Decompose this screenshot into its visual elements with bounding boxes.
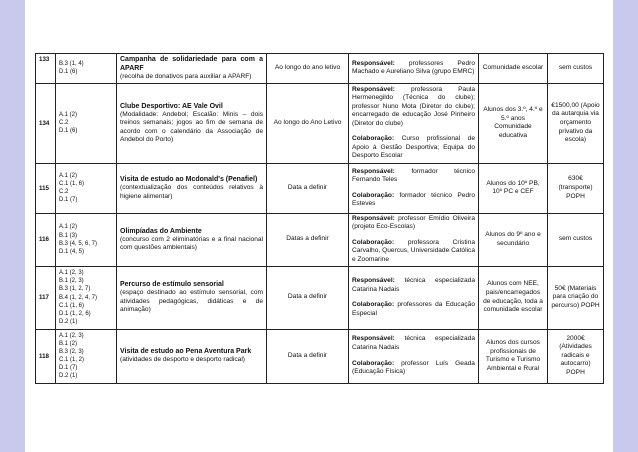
code: B.1 (2) bbox=[59, 340, 78, 347]
activity-cell bbox=[117, 329, 267, 383]
period-cell: Datas a definir bbox=[267, 213, 349, 266]
period-cell: Data a definir bbox=[267, 329, 349, 383]
cost-cell: 2000€ (Atividades radicais e autocarro) POPH bbox=[548, 329, 604, 383]
code: C.1 (1, 6) bbox=[59, 181, 85, 188]
objective-codes bbox=[56, 54, 117, 84]
code: A.1 (2) bbox=[59, 224, 78, 231]
collaboration-label: Colaboração: bbox=[352, 191, 395, 199]
responsible-label: Responsável: bbox=[352, 85, 395, 93]
target-cell: Alunos dos cursos profissionais de Turismo e Turismo Ambiental e Rural bbox=[479, 329, 548, 383]
responsible-text: professores Pedro Machado e Aureliano Silva (grupo EMRC) bbox=[352, 59, 475, 76]
table-row bbox=[36, 163, 604, 213]
responsible-label: Responsável: bbox=[352, 276, 395, 284]
target-cell: Alunos com NEE, pais/encarregados de educação, toda a comunidade escolar bbox=[479, 266, 548, 329]
code: D.1 (4, 5) bbox=[59, 248, 85, 255]
period-cell: Data a definir bbox=[267, 266, 349, 329]
table-row bbox=[36, 213, 604, 266]
responsible-text: professor Emídio Oliveira (projeto Eco-Escolas) bbox=[352, 214, 475, 231]
activity-description: (contextualização dos conteúdos relativos à higiene alimentar) bbox=[120, 184, 263, 200]
activity-number: 133 bbox=[36, 54, 56, 84]
activity-description: (Modalidade: Andebol; Escalão: Minis – dois treinos semanais; jogos ao fim de semana de acordo com o calendário da Associação de Andebol do Porto) bbox=[120, 110, 263, 144]
activity-cell bbox=[117, 266, 267, 329]
target-cell: Alunos do 10º PB, 10º PC e CEF bbox=[479, 163, 548, 213]
code: B.3 (2, 3) bbox=[59, 348, 84, 355]
cost-cell: €1500,00 (Apoio da autarquia via orçamento privativo da escola) bbox=[548, 83, 604, 163]
table-row bbox=[36, 329, 604, 383]
table-row bbox=[36, 83, 604, 163]
target-cell: Alunos dos 3.º, 4.º e 5.º anos Comunidade educativa bbox=[479, 83, 548, 163]
target-cell: Comunidade escolar bbox=[479, 54, 548, 84]
objective-codes bbox=[56, 163, 117, 213]
code: C.1 (1, 2) bbox=[59, 357, 85, 364]
collaboration-label: Colaboração: bbox=[352, 301, 395, 309]
collaboration-text: professor Luís Geada (Educação Física) bbox=[352, 359, 475, 376]
activity-number: 134 bbox=[36, 83, 56, 163]
responsible-text: técnica especializada Catarina Nadais bbox=[352, 276, 475, 293]
code: B.1 (3) bbox=[59, 232, 78, 239]
activity-title: Campanha de solidariedade para com a APARF bbox=[120, 56, 263, 73]
cost-cell: 50€ (Materiais para criação do percurso) POPH bbox=[548, 266, 604, 329]
code: D.1 (7) bbox=[59, 197, 78, 204]
period-cell: Ao longo do ano letivo bbox=[267, 54, 349, 84]
code: B.3 (1, 2, 7) bbox=[59, 286, 91, 293]
table-body bbox=[36, 54, 604, 384]
responsible-label: Responsável: bbox=[352, 59, 395, 67]
responsible-text: técnica especializada Catarina Nadais bbox=[352, 335, 475, 351]
activity-number: 116 bbox=[36, 213, 56, 266]
activity-description: (recolha de donativos para auxiliar a APARF) bbox=[120, 73, 252, 81]
code: C.2 bbox=[59, 120, 69, 127]
table-row bbox=[36, 54, 604, 84]
activity-title: Percurso de estímulo sensorial bbox=[120, 281, 224, 289]
code: A.1 (2) bbox=[59, 112, 78, 119]
responsible-text: professora Paula Hermenegildo (Técnica do clube); professor Nuno Mota (Diretor do clube); encarregado de educação José Pinheiro (Diretor do clube) bbox=[352, 85, 475, 127]
responsible-cell bbox=[349, 213, 479, 266]
activity-number: 115 bbox=[36, 163, 56, 213]
table-row bbox=[36, 266, 604, 329]
cost-cell: sem custos bbox=[548, 54, 604, 84]
activity-description: (atividades de desporto e desporto radical) bbox=[120, 356, 245, 364]
collaboration-label: Colaboração: bbox=[352, 359, 395, 367]
code: D.1 (6) bbox=[59, 69, 78, 76]
collaboration-text: professores da Educação Especial bbox=[352, 301, 475, 317]
activity-title: Olimpíadas do Ambiente bbox=[120, 227, 202, 235]
responsible-cell bbox=[349, 329, 479, 383]
cost-cell: 630€ (transporte) POPH bbox=[548, 163, 604, 213]
activity-cell bbox=[117, 54, 267, 84]
target-cell: Alunos do 9º ano e secundário bbox=[479, 213, 548, 266]
code: A.1 (2, 3) bbox=[59, 332, 84, 339]
code: B.3 (1, 4) bbox=[59, 61, 84, 68]
activity-title: Visita de estudo ao Mcdonald's (Penafiel) bbox=[120, 176, 258, 184]
code: A.1 (2) bbox=[59, 173, 78, 180]
code: B.3 (4, 5, 6, 7) bbox=[59, 240, 98, 247]
responsible-text: formador técnico Fernando Teles bbox=[352, 167, 475, 184]
code: C.2 bbox=[59, 189, 69, 196]
cost-cell: sem custos bbox=[548, 213, 604, 266]
period-cell: Ao longo do Ano Letivo bbox=[267, 83, 349, 163]
document-page bbox=[25, 0, 613, 452]
objective-codes bbox=[56, 266, 117, 329]
responsible-label: Responsável: bbox=[352, 335, 395, 343]
responsible-cell bbox=[349, 266, 479, 329]
activity-description: (concurso com 2 eliminatórias e a final nacional com questões ambientais) bbox=[120, 235, 263, 252]
code: D.1 (6) bbox=[59, 128, 78, 135]
responsible-cell bbox=[349, 54, 479, 84]
code: D.2 (1) bbox=[59, 318, 78, 325]
activity-cell bbox=[117, 163, 267, 213]
code: D.1 (7) bbox=[59, 365, 78, 372]
activity-number: 118 bbox=[36, 329, 56, 383]
collaboration-text: formador técnico Pedro Esteves bbox=[352, 191, 475, 208]
activity-cell bbox=[117, 83, 267, 163]
collaboration-label: Colaboração: bbox=[352, 135, 395, 143]
responsible-cell bbox=[349, 83, 479, 163]
code: C.1 (1, 6) bbox=[59, 302, 85, 309]
collaboration-label: Colaboração: bbox=[352, 238, 395, 246]
activity-cell bbox=[117, 213, 267, 266]
objective-codes bbox=[56, 329, 117, 383]
responsible-cell bbox=[349, 163, 479, 213]
activity-number: 117 bbox=[36, 266, 56, 329]
collaboration-text: professora Cristina Carvalho, Quercus, Universidade Católica e Zoomarine bbox=[352, 238, 475, 263]
code: D.2 (1) bbox=[59, 373, 78, 380]
objective-codes bbox=[56, 213, 117, 266]
responsible-label: Responsável: bbox=[352, 214, 395, 222]
activity-title: Visita de estudo ao Pena Aventura Park bbox=[120, 348, 252, 356]
objective-codes bbox=[56, 83, 117, 163]
activities-table bbox=[35, 53, 604, 384]
code: A.1 (2, 3) bbox=[59, 270, 84, 277]
code: B.4 (1, 2, 4, 7) bbox=[59, 294, 98, 301]
code: D.1 (1, 2, 6) bbox=[59, 310, 91, 317]
code: B.1 (2, 3) bbox=[59, 278, 84, 285]
activity-title: Clube Desportivo: AE Vale Ovil bbox=[120, 102, 223, 110]
collaboration-text: Curso profissional de Apoio à Gestão Desportiva; Equipa do Desporto Escolar bbox=[352, 135, 475, 160]
period-cell: Data a definir bbox=[267, 163, 349, 213]
activity-description: (espaço destinado ao estímulo sensorial, com atividades pedagógicas, didáticas e de animação) bbox=[120, 289, 263, 314]
responsible-label: Responsável: bbox=[352, 167, 395, 175]
